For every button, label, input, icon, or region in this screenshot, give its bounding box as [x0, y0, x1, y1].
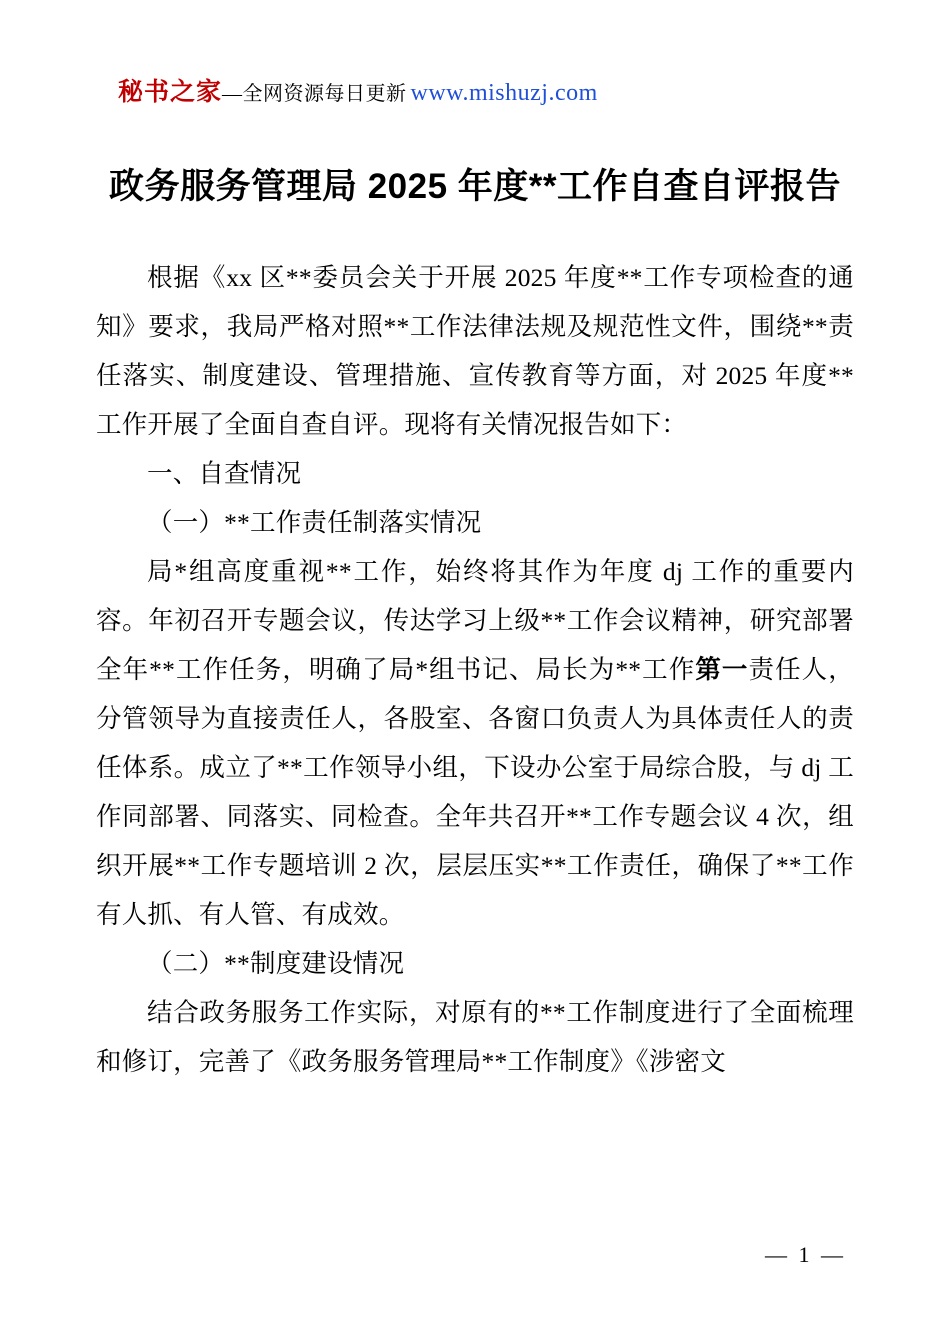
document-body — [96, 254, 854, 1086]
paragraph-responsibility-part2: 责任人，分管领导为直接责任人，各股室、各窗口负责人为具体责任人的责任体系。成立了**工作领导小组，下设办公室于局综合股，与 dj 工作同部署、同落实、同检查。全年共召开**工作专题会议 4 次，组织开展**工作专题培训 2 次，层层压实**工作责任，确保了**工作有人抓、有人管、有成效。 — [96, 654, 854, 929]
site-url[interactable]: www.mishuzj.com — [410, 80, 598, 106]
heading-subsection-two: （二）**制度建设情况 — [147, 948, 405, 978]
paragraph-intro: 根据《xx 区**委员会关于开展 2025 年度**工作专项检查的通知》要求，我局严格对照**工作法律法规及规范性文件，围绕**责任落实、制度建设、管理措施、宣传教育等方面，对 2025 年度**工作开展了全面自查自评。现将有关情况报告如下： — [96, 263, 854, 440]
page-title: 政务服务管理局 2025 年度**工作自查自评报告 — [108, 167, 842, 206]
paragraph-system-building: 结合政务服务工作实际，对原有的**工作制度进行了全面梳理和修订，完善了《政务服务管理局**工作制度》《涉密文 — [96, 997, 854, 1076]
site-tagline: —全网资源每日更新 — [222, 83, 407, 105]
paragraph-responsibility — [96, 548, 854, 940]
heading-subsection-one: （一）**工作责任制落实情况 — [147, 508, 482, 538]
site-brand: 秘书之家 — [118, 79, 223, 106]
site-watermark-header — [96, 0, 854, 108]
heading-section-one: 一、自查情况 — [147, 459, 302, 489]
paragraph-responsibility-bold: 第一 — [695, 654, 749, 684]
paragraph-responsibility-part1: 局*组高度重视**工作，始终将其作为年度 dj 工作的重要内容。年初召开专题会议，传达学习上级**工作会议精神，研究部署全年**工作任务，明确了局*组书记、局长为**工作 — [96, 556, 854, 684]
page-number: — 1 — — [765, 1242, 846, 1267]
